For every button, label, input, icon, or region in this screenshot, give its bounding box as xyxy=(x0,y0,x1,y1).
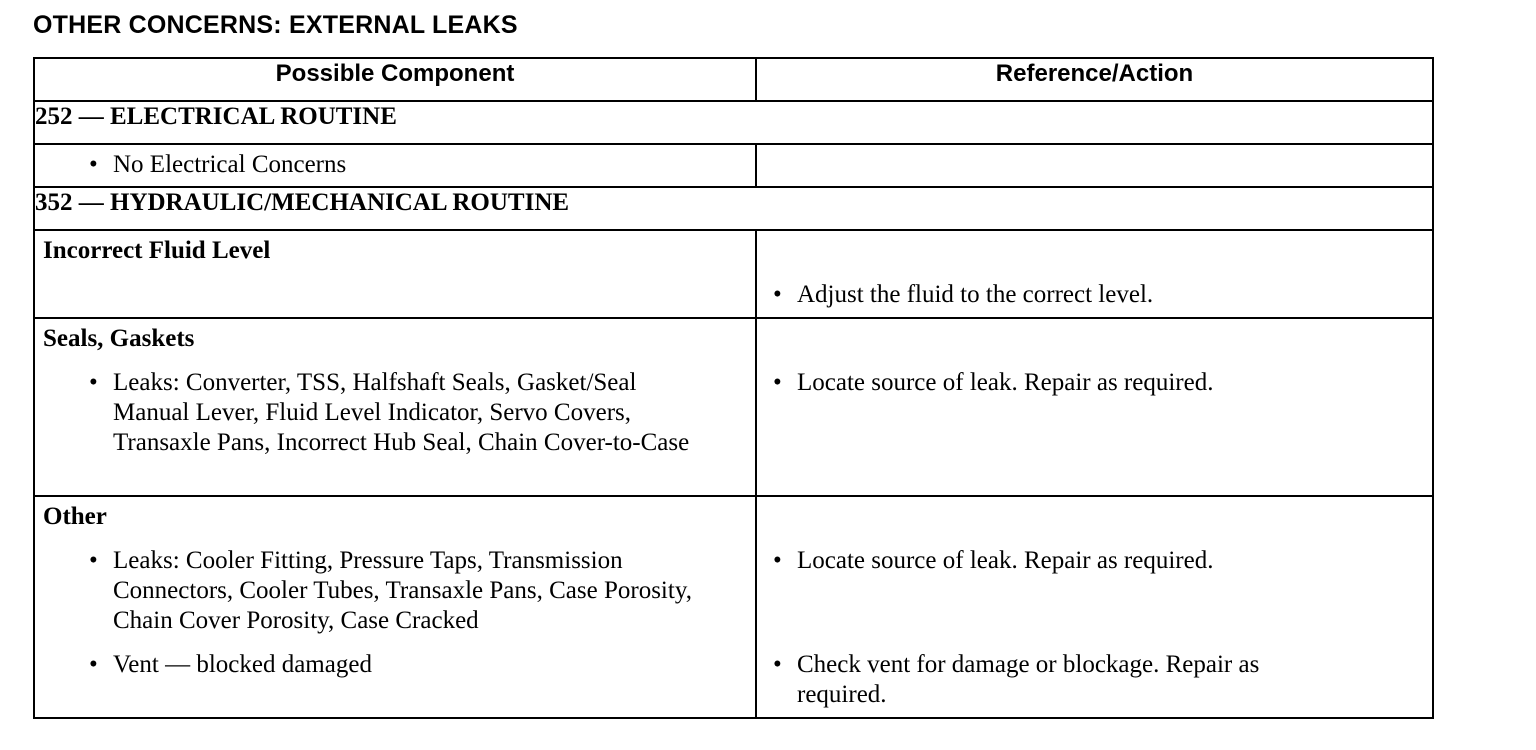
action-text: Locate source of leak. Repair as required. xyxy=(797,369,1214,396)
bullet-icon: • xyxy=(773,547,782,574)
bullet-icon: • xyxy=(89,651,98,678)
bullet-icon: • xyxy=(89,151,98,178)
category-label: Other xyxy=(43,503,107,530)
bullet-icon: • xyxy=(89,547,98,574)
category-label: Incorrect Fluid Level xyxy=(43,237,271,264)
table-row xyxy=(34,144,1433,187)
action-item xyxy=(765,280,1422,310)
bullet-icon: • xyxy=(89,369,98,396)
component-text: Leaks: Cooler Fitting, Pressure Taps, Transmission Connectors, Cooler Tubes, Transaxle Pans, Case Porosity, Chain Cover Porosity, Case Cracked xyxy=(113,547,692,634)
section-title-electrical: 252 — ELECTRICAL ROUTINE xyxy=(34,101,1433,144)
table-header-row xyxy=(34,58,1433,101)
table-row xyxy=(34,318,1433,496)
category-label: Seals, Gaskets xyxy=(43,325,195,352)
component-item xyxy=(43,150,745,180)
empty-action-cell xyxy=(756,144,1433,187)
section-title-hydraulic: 352 — HYDRAULIC/MECHANICAL ROUTINE xyxy=(34,187,1433,230)
component-text: No Electrical Concerns xyxy=(113,151,347,178)
diagnostic-table xyxy=(33,57,1434,719)
bullet-icon: • xyxy=(773,369,782,396)
action-item xyxy=(765,546,1422,636)
action-text: Adjust the fluid to the correct level. xyxy=(797,281,1154,308)
component-item xyxy=(43,546,745,636)
bullet-icon: • xyxy=(773,651,782,678)
table-row xyxy=(34,230,1433,318)
column-header-reference: Reference/Action xyxy=(756,58,1433,101)
component-item xyxy=(43,368,745,458)
component-text: Leaks: Converter, TSS, Halfshaft Seals, Gasket/Seal Manual Lever, Fluid Level Indicator, Servo Covers, Transaxle Pans, Incorrect Hub Seal, Chain Cover-to-Case xyxy=(113,369,690,456)
action-item xyxy=(765,650,1422,710)
action-text: Locate source of leak. Repair as required. xyxy=(797,547,1214,574)
section-row-electrical xyxy=(34,101,1433,144)
bullet-icon: • xyxy=(773,281,782,308)
page-title: OTHER CONCERNS: EXTERNAL LEAKS xyxy=(33,11,518,39)
action-item xyxy=(765,368,1422,398)
component-text: Vent — blocked damaged xyxy=(113,651,372,678)
section-row-hydraulic xyxy=(34,187,1433,230)
action-text: Check vent for damage or blockage. Repair as required. xyxy=(797,651,1260,708)
component-item xyxy=(43,650,745,680)
table-row xyxy=(34,496,1433,718)
column-header-component: Possible Component xyxy=(34,58,756,101)
